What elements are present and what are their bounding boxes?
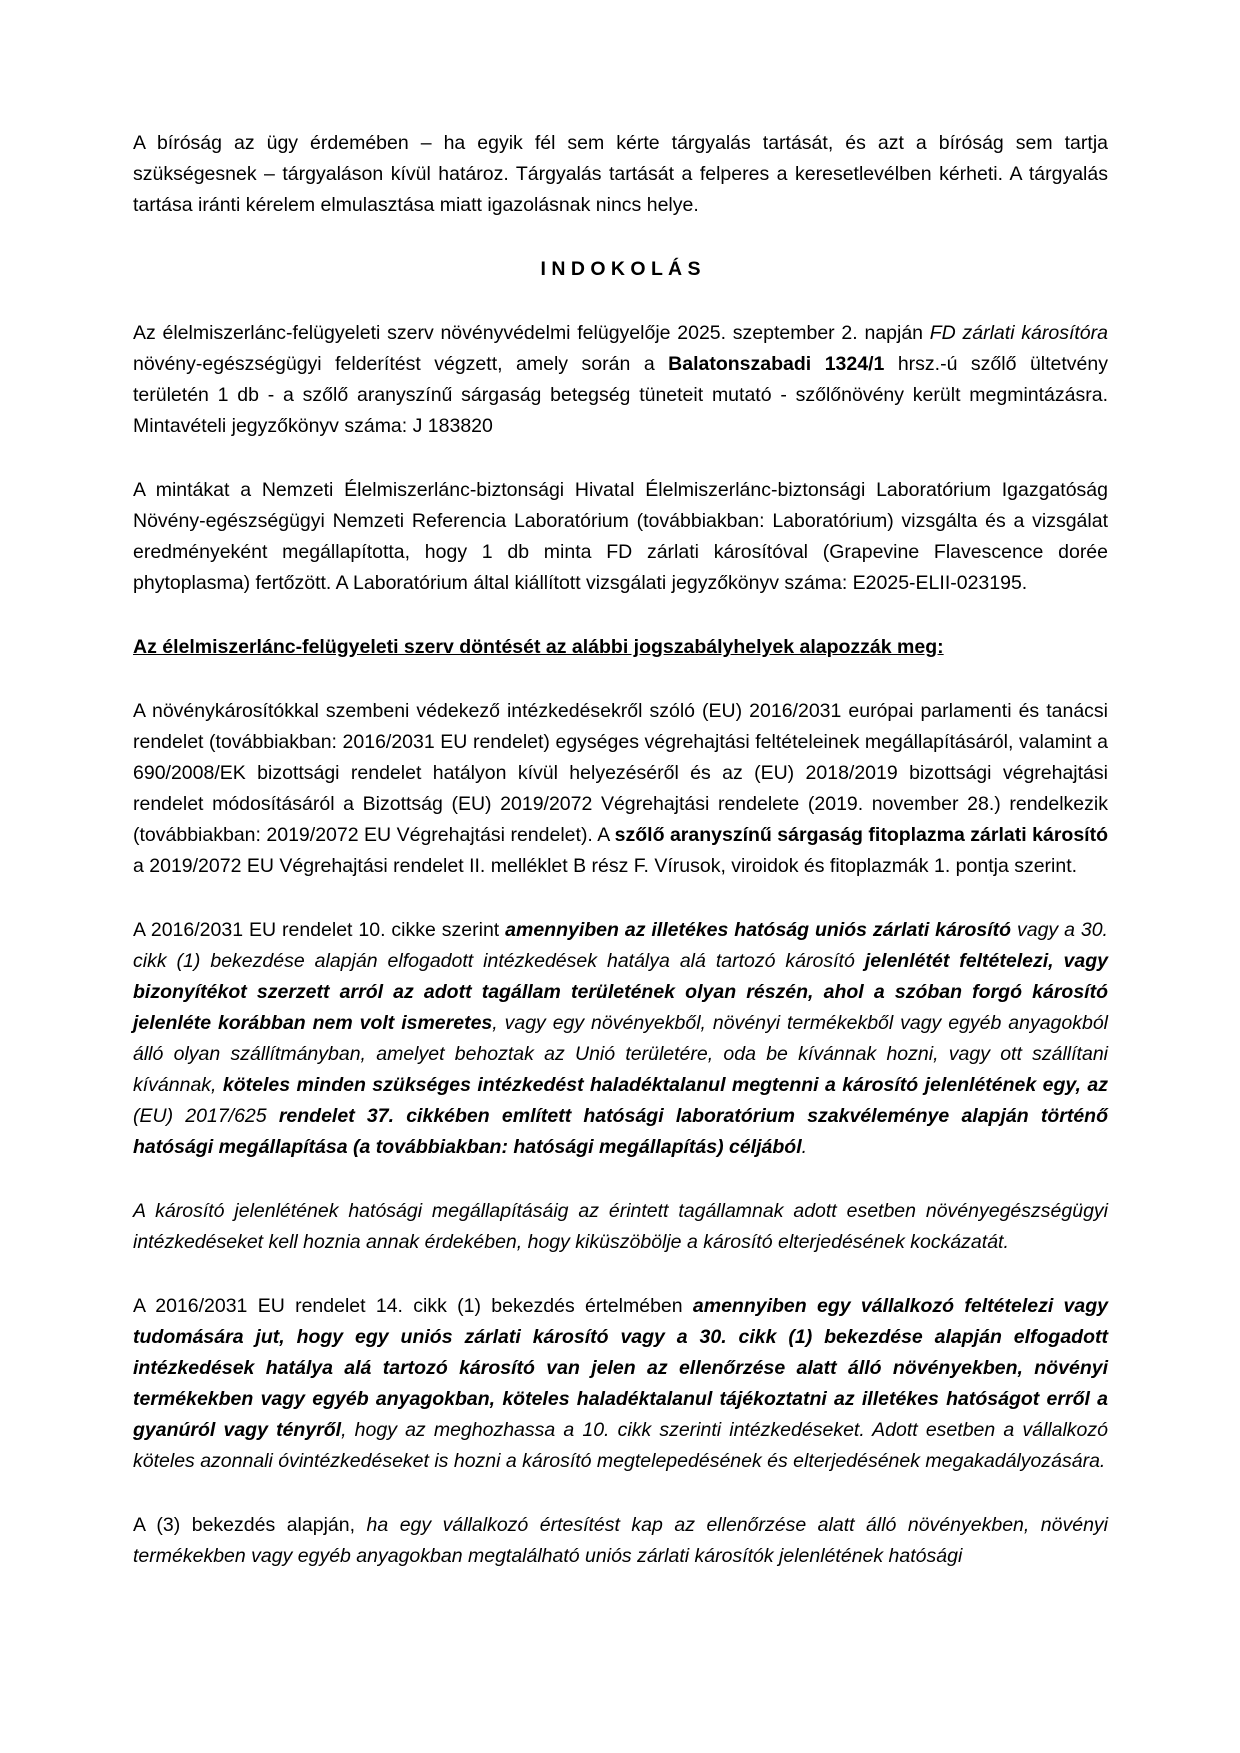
text-run: A mintákat a Nemzeti Élelmiszerlánc-biztonsági Hivatal Élelmiszerlánc-biztonsági Laboratórium Igazgatóság Növény-egészségügyi Nemzeti Referencia Laboratórium (továbbiakban: Laboratórium) vizsgálta és a vizsgálat eredményeként megállapította, hogy 1 db minta FD zárlati károsítóval (Grapevine Flavescence dorée phytoplasma) fertőzött. A Laboratórium által kiállított vizsgálati jegyzőkönyv száma: E2025-ELII-023195. [133, 479, 1108, 594]
text-run: növény-egészségügyi felderítést végzett, amely során a [133, 353, 669, 375]
paragraph [133, 475, 1108, 599]
text-run: amennyiben az illetékes hatóság uniós zárlati károsító [505, 919, 1012, 941]
text-run: , vagy egy növényekből, növényi termékekből vagy egyéb anyagokból álló olyan szállítmányban, amelyet behoztak az Unió területére, oda be kívánnak hozni, vagy ott szállítani kívánnak, [133, 1012, 1109, 1096]
paragraph [133, 696, 1108, 882]
paragraph [133, 128, 1108, 221]
text-run: rendelet 37. cikkében említett hatósági laboratórium szakvéleménye alapján történő hatósági megállapítása (a továbbiakban: hatósági megállapítás) céljából [133, 1105, 1108, 1158]
text-run: A 2016/2031 EU rendelet 10. cikke szerint [133, 919, 506, 941]
text-run: köteles minden szükséges intézkedést haladéktalanul megtenni a károsító jelenlétének egy, az [222, 1074, 1108, 1096]
text-run: amennyiben egy vállalkozó feltételezi vagy tudomására jut, hogy egy uniós zárlati károsító vagy a 30. cikk (1) bekezdése alapján elfogadott intézkedések hatálya alá tartozó károsító van jelen az ellenőrzése alatt álló növényekben, növényi termékekben vagy egyéb anyagokban, köteles haladéktalanul tájékoztatni az illetékes hatóságot erről a gyanúról vagy tényről [133, 1295, 1108, 1441]
text-run: Balatonszabadi 1324/1 [668, 353, 885, 375]
text-run: ha egy vállalkozó értesítést kap az ellenőrzése alatt álló növényekben, növényi termékekben vagy egyéb anyagokban megtalálható uniós zárlati károsítók jelenlétének hatósági [133, 1514, 1109, 1567]
text-run: A bíróság az ügy érdemében – ha egyik fél sem kérte tárgyalás tartását, és azt a bíróság sem tartja szükségesnek – tárgyaláson kívül határoz. Tárgyalás tartását a felperes a keresetlevélben kérheti. A tárgyalás tartása iránti kérelem elmulasztása miatt igazolásnak nincs helye. [133, 132, 1108, 216]
paragraph [133, 915, 1108, 1163]
text-run: A károsító jelenlétének hatósági megállapításáig az érintett tagállamnak adott esetben növényegészségügyi intézkedéseket kell hoznia annak érdekében, hogy kiküszöbölje a károsító elterjedésének kockázatát. [133, 1200, 1108, 1253]
text-run: a 2019/2072 EU Végrehajtási rendelet II. melléklet B rész F. Vírusok, viroidok és fitoplazmák 1. pontja szerint. [133, 855, 1078, 877]
text-run: Az élelmiszerlánc-felügyeleti szerv növényvédelmi felügyelője 2025. szeptember 2. napján [133, 322, 930, 344]
text-run: A (3) bekezdés alapján, [133, 1514, 367, 1536]
text-run: szőlő aranyszínű sárgaság fitoplazma zárlati károsító [614, 824, 1108, 846]
text-run: A 2016/2031 EU rendelet 14. cikk (1) bekezdés értelmében [133, 1295, 693, 1317]
paragraph [133, 1291, 1108, 1477]
underlined-heading [133, 632, 1108, 663]
paragraph [133, 1510, 1108, 1572]
text-run: (EU) 2017/625 [133, 1105, 267, 1127]
text-run: FD zárlati károsítóra [929, 322, 1108, 344]
text-run: hrsz.-ú szőlő ültetvény területén 1 db - a szőlő aranyszínű sárgaság betegség tüneteit mutató - szőlőnövény került megmintázásra. Mintavételi jegyzőkönyv száma: J 183820 [133, 353, 1109, 437]
text-run: I N D O K O L Á S [540, 258, 701, 280]
document-content [133, 128, 1108, 1605]
text-run: A növénykárosítókkal szembeni védekező intézkedésekről szóló (EU) 2016/2031 európai parlamenti és tanácsi rendelet (továbbiakban: 2016/2031 EU rendelet) egységes végrehajtási feltételeinek megállapításáról, valamint a 690/2008/EK bizottsági rendelet hatályon kívül helyezéséről és az (EU) 2018/2019 bizottsági végrehajtási rendelet módosításáról a Bizottság (EU) 2019/2072 Végrehajtási rendelete (2019. november 28.) rendelkezik (továbbiakban: 2019/2072 EU Végrehajtási rendelet). A [133, 700, 1108, 846]
paragraph [133, 318, 1108, 442]
paragraph [133, 1196, 1108, 1258]
text-run: . [801, 1136, 808, 1158]
text-run: Az élelmiszerlánc-felügyeleti szerv döntését az alábbi jogszabályhelyek alapozzák meg: [133, 636, 944, 658]
text-run: vagy a 30. cikk (1) bekezdése alapján elfogadott intézkedések hatálya alá tartozó károsító [133, 919, 1108, 972]
text-run: jelenlétét feltételezi, vagy bizonyítékot szerzett arról az adott tagállam területének olyan részén, ahol a szóban forgó károsító jelenléte korábban nem volt ismeretes [133, 950, 1108, 1034]
text-run: , hogy az meghozhassa a 10. cikk szerinti intézkedéseket. Adott esetben a vállalkozó köteles azonnali óvintézkedéseket is hozni a károsító megtelepedésének és elterjedésének megakadályozására. [133, 1419, 1108, 1472]
centered-heading [133, 254, 1108, 285]
